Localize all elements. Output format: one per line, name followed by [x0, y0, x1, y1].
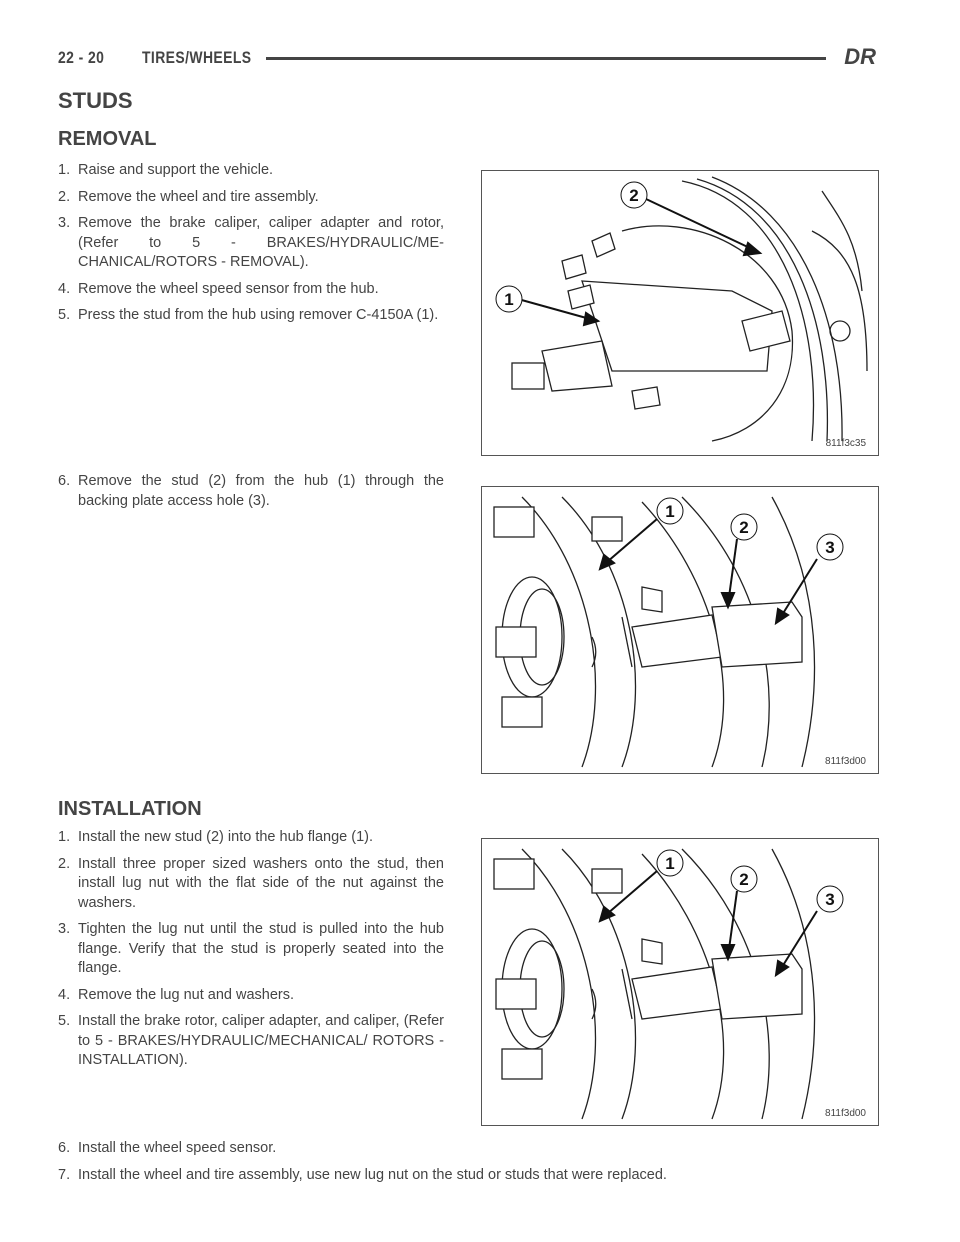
removal-steps	[58, 161, 444, 333]
hub-stud-illustration-1	[482, 487, 878, 773]
list-item: 3. Tighten the lug nut until the stud is pulled into the hub flange. Verify that the stud is properly seated into the flange.	[58, 921, 444, 976]
figure-stud-install	[481, 838, 879, 1126]
header-rule	[266, 57, 826, 60]
installation-steps-final	[58, 1139, 878, 1192]
list-item: 5. Install the brake rotor, caliper adapter, and caliper, (Refer to 5 - BRAKES/HYDRAULIC/MECHANICAL/ ROTORS - INSTALLATION).	[58, 1013, 444, 1068]
figure-stud-removal	[481, 170, 879, 456]
list-item: 5. Press the stud from the hub using remover C-4150A (1).	[58, 307, 439, 323]
list-item: 1. Install the new stud (2) into the hub flange (1).	[58, 829, 374, 845]
removal-heading: REMOVAL	[58, 128, 157, 150]
callout-1: 1	[665, 502, 675, 521]
callout-3: 3	[825, 890, 835, 909]
list-item: 3. Remove the brake caliper, caliper adapter and rotor, (Refer to 5 - BRAKES/HYDRAULIC/ME-CHANICAL/ROTORS - REMOVAL).	[58, 215, 444, 270]
figure-code: 811f3d00	[825, 1108, 866, 1119]
model-code: DR	[844, 44, 876, 69]
section-title: TIRES/WHEELS	[142, 48, 252, 67]
list-item: 2. Install three proper sized washers onto the stud, then install lug nut with the flat side of the nut against the washers.	[58, 855, 444, 911]
callout-1: 1	[665, 854, 675, 873]
installation-heading: INSTALLATION	[58, 798, 202, 820]
callout-3: 3	[825, 538, 835, 557]
figure-code: 811f3c35	[825, 438, 866, 449]
callout-2: 2	[739, 870, 749, 889]
list-item: 4. Remove the wheel speed sensor from the hub.	[58, 280, 379, 297]
removal-steps-continued	[58, 472, 444, 518]
figure-stud-through-hole	[481, 486, 879, 774]
installation-steps	[58, 828, 444, 1078]
page-number: 22 - 20	[58, 48, 105, 67]
list-item: 6. Install the wheel speed sensor.	[58, 1140, 277, 1156]
list-item: 2. Remove the wheel and tire assembly.	[58, 188, 319, 205]
list-item: 1. Raise and support the vehicle.	[58, 162, 274, 178]
figure-code: 811f3d00	[825, 756, 866, 767]
list-item: 4. Remove the lug nut and washers.	[58, 986, 295, 1003]
callout-2: 2	[629, 186, 639, 205]
page-header	[58, 44, 876, 76]
list-item: 7. Install the wheel and tire assembly, use new lug nut on the stud or studs that were replaced.	[58, 1166, 667, 1183]
callout-2: 2	[739, 518, 749, 537]
hub-stud-illustration-2	[482, 839, 878, 1125]
list-item: 6. Remove the stud (2) from the hub (1) through the backing plate access hole (3).	[58, 473, 444, 509]
callout-1: 1	[504, 290, 514, 309]
page-title: STUDS	[58, 88, 133, 113]
hub-remover-illustration	[482, 171, 878, 455]
